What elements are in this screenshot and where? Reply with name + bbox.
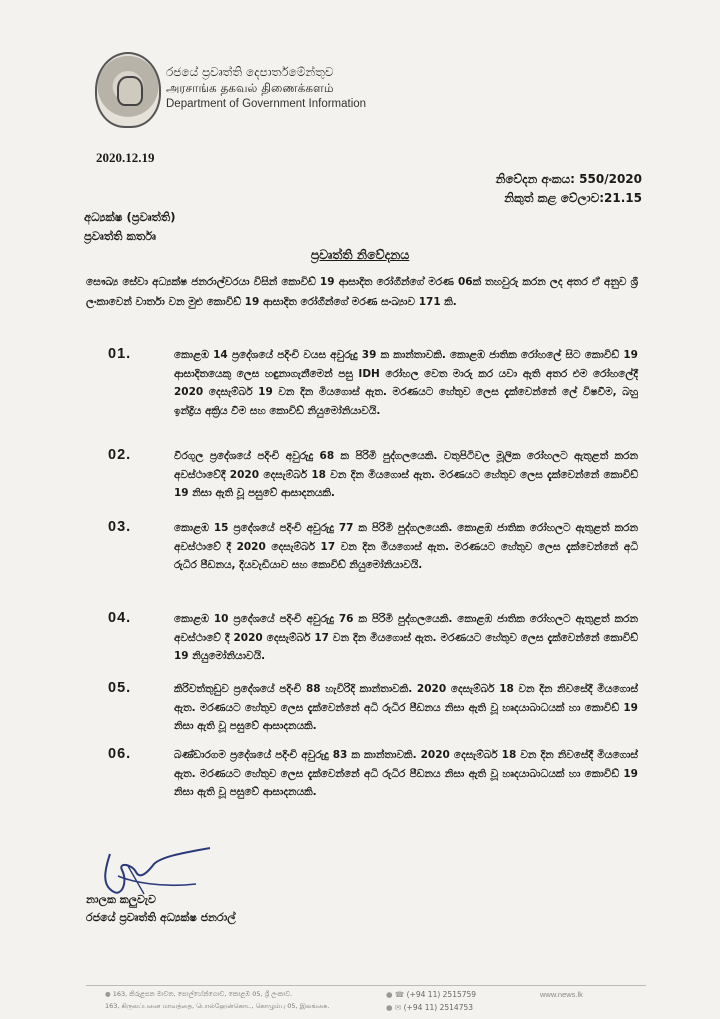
letterhead-sinhala: රජයේ ප්‍රවෘත්ති දෙපාර්තමේන්තුව [166,65,334,79]
intro-paragraph: සෞඛ්‍ය සේවා අධ්‍යක්ෂ ජනරාල්වරයා විසින් කොවිඩ් 19 ආසාදිත රෝගීන්ගේ මරණ 06ක් තහවුරු කරන ලද අතර ඒ අනුව ශ්‍රී ලංකාවෙන් වාර්තා වන මුළු කොවිඩ් 19 ආසාදිත රෝගීන්ගේ මරණ සංඛ්‍යාව 171 කි. [86,276,638,308]
item-text: බණ්ඩාරගම ප්‍රදේශයේ පදිංචි අවුරුදු 83 ක කාන්තාවකි. 2020 දෙසැම්බර් 18 වන දින නිවසේදී මියගොස් ඇත. මරණයට හේතුව ලෙස දැක්වෙන්නේ අධි රුධිර පීඩනය නිසා ඇති වූ හෘදයාබාධයක් හා කොවිඩ් 19 නිසා ඇති වූ පසුවේ ආසාදනයකි. [174,749,638,798]
footer-address-text: 163, කිරුළපන මාවත, පොල්හේන්ගොඩ, කොළඹ 05, ශ්‍රී ලංකාව. [112,990,293,998]
item-text: කොළඹ 14 ප්‍රදේශයේ පදිංචි වයස අවුරුදු 39 ක කාන්තාවකි. කොළඹ ජාතික රෝහලේ සිට කොවිඩ් 19 ආසාදිතයෙකු ලෙස හඳුනාගැනීමෙන් පසු IDH රෝහල වෙත මාරු කර යවා ඇති අතර එම රෝහලේදී 2020 දෙසැම්බර් 19 වන දින මියගොස් ඇත. මරණයට හේතුව ලෙස දැක්වෙන්නේ ලේ විෂවීම, බහු ඉන්ද්‍රිය අක්‍රිය වීම සහ කොවිඩ් නියුමෝනියාවයි. [174,349,638,417]
emblem-shield-icon [117,76,143,106]
signatory-title: රජයේ ප්‍රවෘත්ති අධ්‍යක්ෂ ජනරාල් [86,911,236,924]
item-text: කොළඹ 15 ප්‍රදේශයේ පදිංචි අවුරුදු 77 ක පිරිමි පුද්ගලයෙකි. කොළඹ ජාතික රෝහලට ඇතුළත් කරන අවස්ථාවේ දී 2020 දෙසැම්බර් 17 වන දින මියගොස් ඇත. මරණයට හේතුව ලෙස දැක්වෙන්නේ අධි රුධිර පීඩනය, දියවැඩියාව සහ කොවිඩ් නියුමෝනියාවයි. [174,522,638,571]
footer-address-tamil: 163, கிருலப்பனை மாவத்தை, பொல்ஹேன்கொட, கொழும்பு 05, இலங்கை. [105,1002,330,1010]
item-number: 03. [108,519,132,535]
footer-address-sinhala [105,990,292,999]
item-text: කොළඹ 10 ප්‍රදේශයේ පදිංචි අවුරුදු 76 ක පිරිමි පුද්ගලයෙකි. කොළඹ ජාතික රෝහලට ඇතුළත් කරන අවස්ථාවේ දී 2020 දෙසැම්බර් 17 වන දින මියගොස් ඇත. මරණයට හේතුව ලෙස දැක්වෙන්නේ කොවිඩ් 19 නියුමෝනියාවයි. [174,613,638,662]
letterhead-english: Department of Government Information [166,98,367,110]
bullet-icon: ● [105,990,113,998]
recipient-editor: ප්‍රවෘත්ති කර්තෘ [84,229,156,243]
footer-fax-text: (+94 11) 2514753 [403,1003,474,1012]
recipient-director: අධ්‍යක්ෂ (ප්‍රවෘත්ති) [84,210,176,224]
item-number: 02. [108,447,132,463]
release-time: නිකුත් කළ වේලාව:21.15 [504,191,642,205]
footer-website: www.news.lk [540,990,583,999]
phone-icon: ● ☎ [386,990,407,999]
footer-divider [86,985,646,986]
handwritten-signature [92,842,242,900]
fax-icon: ● ✉ [386,1003,404,1012]
release-number: නිවේදන අංකය: 550/2020 [495,172,642,186]
signatory-name: නාලක කලුවැව [86,893,156,906]
item-text: වීරගුල ප්‍රදේශයේ පදිංචි අවුරුදු 68 ක පිරිමි පුද්ගලයෙකි. වතුපිටිවල මූලික රෝහලට ඇතුළත් කරන අවස්ථාවේදී 2020 දෙසැම්බර් 18 වන දින මියගොස් ඇත. මරණයට හේතුව ලෙස දැක්වෙන්නේ කොවිඩ් 19 නිසා ඇති වූ පසුවේ ආසාදනයකි. [174,450,638,499]
footer-phone [386,990,476,999]
item-number: 05. [108,680,132,696]
item-number: 06. [108,746,132,762]
item-number: 01. [108,346,132,362]
document-heading: ප්‍රවෘත්ති නිවේදනය [310,247,410,262]
government-emblem-icon [95,52,161,128]
letterhead-tamil: அரசாங்க தகவல் திணைக்களம் [166,81,334,95]
letterhead [166,64,366,112]
document-date: 2020.12.19 [96,150,155,165]
item-text: කිරිවත්තුඩුව ප්‍රදේශයේ පදිංචි 88 හැවිරිදි කාන්තාවකි. 2020 දෙසැම්බර් 18 වන දින නිවසේදී මියගොස් ඇත. මරණයට හේතුව ලෙස දැක්වෙන්නේ අධි රුධිර පීඩනය නිසා ඇති වූ හෘදයාබාධයක් හා කොවිඩ් 19 නිසා ඇති වූ පසුවේ ආසාදනයකි. [174,683,638,732]
footer-phone-text: (+94 11) 2515759 [406,990,477,999]
footer-fax [386,1003,473,1012]
item-number: 04. [108,610,132,626]
